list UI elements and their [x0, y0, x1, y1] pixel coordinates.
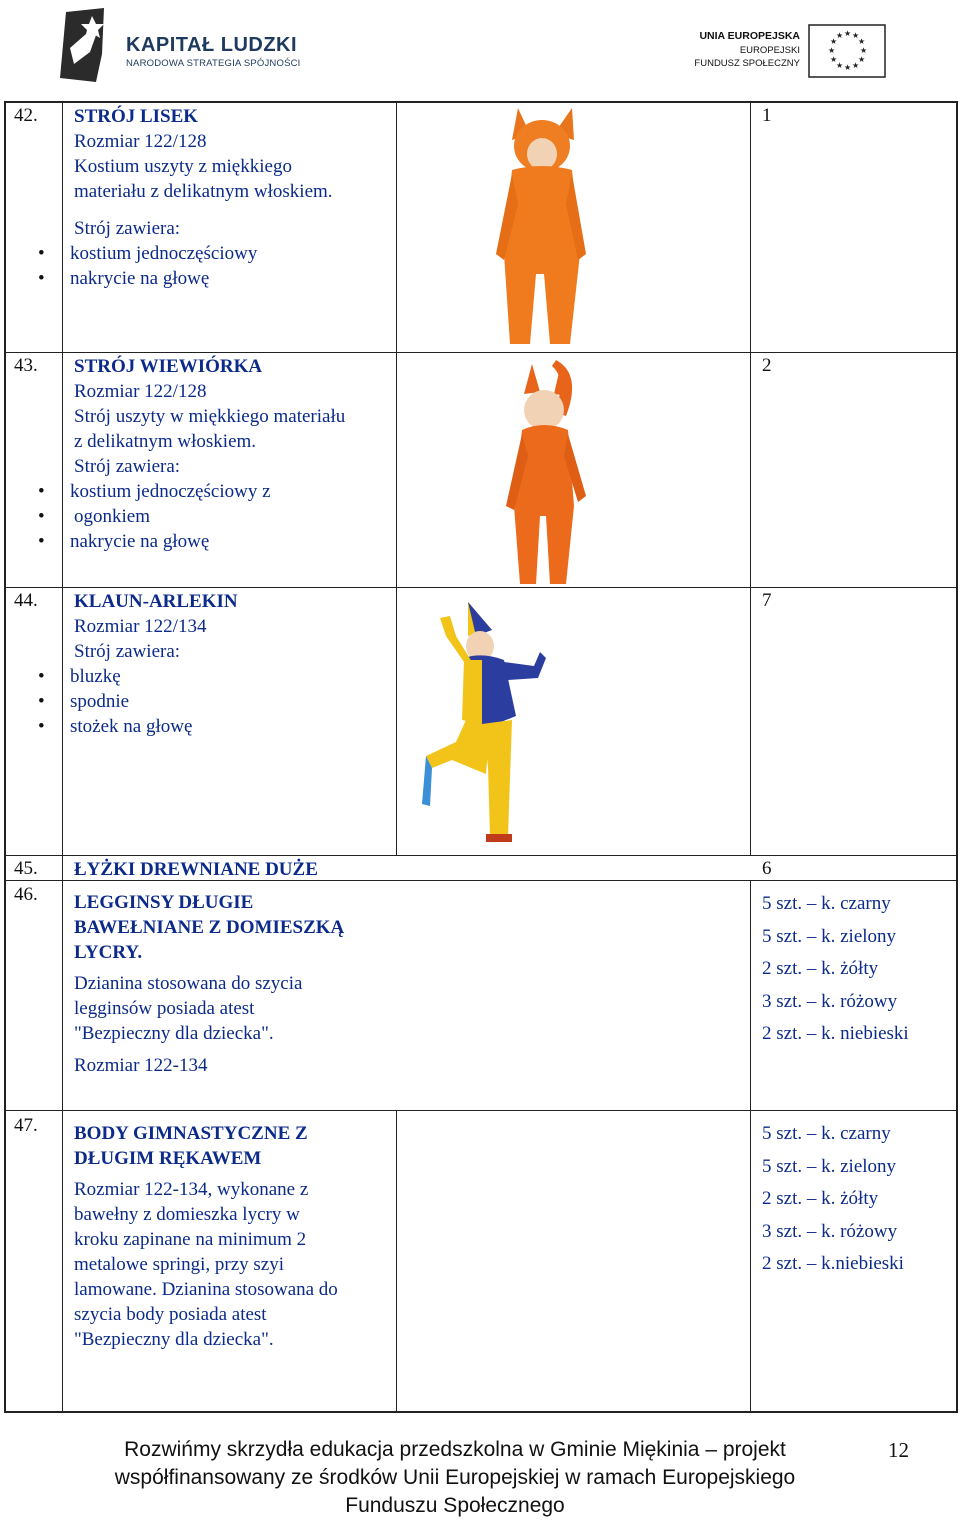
- quantity-line: 3 szt. – k. różowy: [762, 1220, 898, 1242]
- svg-text:★: ★: [836, 61, 844, 70]
- item-line: Dzianina stosowana do szycia: [74, 973, 303, 994]
- svg-text:★: ★: [830, 37, 838, 46]
- svg-text:★: ★: [852, 31, 860, 40]
- row-46-description: [74, 890, 394, 1078]
- item-line: Strój uszyty w miękkiego materiału: [74, 406, 346, 427]
- item-line: Rozmiar 122/128: [74, 131, 207, 152]
- kapital-ludzki-logo: [52, 4, 322, 86]
- svg-text:★: ★: [844, 29, 852, 38]
- quantity: 6: [762, 858, 772, 879]
- item-line: Kostium uszyty z miękkiego: [74, 156, 292, 177]
- row-43-description: [70, 354, 394, 554]
- row-number: 44.: [14, 590, 38, 611]
- list-item: • kostium jednoczęściowy z: [0, 479, 394, 504]
- item-line: szycia body posiada atest: [74, 1304, 267, 1325]
- item-title: STRÓJ WIEWIÓRKA: [74, 356, 263, 377]
- row-number: 45.: [14, 858, 38, 879]
- item-line: Rozmiar 122/128: [74, 381, 207, 402]
- svg-text:★: ★: [828, 46, 836, 55]
- page-number: 12: [888, 1438, 909, 1462]
- list-item: • bluzkę: [0, 664, 394, 689]
- item-title: ŁYŻKI DREWNIANE DUŻE: [74, 859, 318, 880]
- quantity-line: 2 szt. – k. żółty: [762, 958, 879, 979]
- row-number: 46.: [14, 884, 38, 905]
- item-title-line: BAWEŁNIANE Z DOMIESZKĄ: [74, 917, 345, 938]
- quantity: 1: [762, 105, 772, 126]
- svg-text:★: ★: [844, 63, 852, 72]
- item-title-line: DŁUGIM RĘKAWEM: [74, 1148, 262, 1169]
- item-line: "Bezpieczny dla dziecka".: [74, 1329, 274, 1350]
- row-47-description: [74, 1121, 394, 1352]
- list-item: • spodnie: [0, 689, 394, 714]
- item-line: metalowe springi, przy szyi: [74, 1254, 285, 1275]
- quantity-list: [762, 1118, 904, 1281]
- quantity-list: [762, 888, 909, 1051]
- item-line: z delikatnym włoskiem.: [74, 431, 257, 452]
- row-number: 47.: [14, 1115, 38, 1136]
- eu-logo-line2: EUROPEJSKI: [739, 45, 800, 56]
- continuation-text: ogonkiem: [74, 506, 150, 527]
- kapital-ludzki-title: KAPITAŁ LUDZKI: [126, 34, 298, 56]
- footer-line: współfinansowany ze środków Unii Europejskiej w ramach Europejskiego: [114, 1466, 796, 1489]
- quantity: 7: [762, 590, 772, 611]
- eu-logo: [682, 20, 890, 82]
- contains-label: Strój zawiera:: [74, 456, 181, 477]
- item-title-line: BODY GIMNASTYCZNE Z: [74, 1123, 308, 1144]
- item-line: kroku zapinane na minimum 2: [74, 1229, 307, 1250]
- item-title-line: LEGGINSY DŁUGIE: [74, 892, 254, 913]
- quantity-line: 2 szt. – k. niebieski: [762, 1023, 909, 1044]
- item-line: Rozmiar 122-134, wykonane z: [74, 1179, 309, 1200]
- page-footer: [40, 1436, 870, 1520]
- eu-logo-line1: UNIA EUROPEJSKA: [699, 30, 800, 42]
- quantity-line: 5 szt. – k. zielony: [762, 925, 897, 947]
- item-line: "Bezpieczny dla dziecka".: [74, 1023, 274, 1044]
- quantity-line: 5 szt. – k. czarny: [762, 893, 891, 914]
- row-number: 43.: [14, 355, 38, 376]
- svg-text:★: ★: [852, 61, 860, 70]
- svg-text:★: ★: [860, 46, 868, 55]
- list-item-continuation: [0, 504, 394, 529]
- list-item: • stożek na głowę: [0, 714, 394, 739]
- row-44-description: [70, 589, 394, 739]
- contains-label: Strój zawiera:: [74, 641, 181, 662]
- quantity-line: 5 szt. – k. zielony: [762, 1155, 897, 1177]
- quantity: 2: [762, 355, 772, 376]
- svg-text:★: ★: [836, 31, 844, 40]
- list-item: • nakrycie na głowę: [0, 266, 394, 291]
- item-line: legginsów posiada atest: [74, 998, 255, 1019]
- svg-text:★: ★: [858, 55, 866, 64]
- item-line: lamowane. Dzianina stosowana do: [74, 1279, 338, 1300]
- clown-costume-image: [416, 596, 556, 850]
- quantity-line: 5 szt. – k. czarny: [762, 1123, 891, 1144]
- item-size: Rozmiar 122-134: [74, 1055, 208, 1076]
- item-line: bawełny z domieszka lycry w: [74, 1204, 300, 1225]
- squirrel-costume-image: [496, 356, 596, 588]
- svg-text:★: ★: [830, 55, 838, 64]
- item-line: materiału z delikatnym włoskiem.: [74, 181, 333, 202]
- footer-line: Rozwińmy skrzydła edukacja przedszkolna w Gminie Miękinia – projekt: [124, 1438, 786, 1461]
- eu-logo-line3: FUNDUSZ SPOŁECZNY: [694, 58, 800, 69]
- svg-text:★: ★: [858, 37, 866, 46]
- eu-flag-icon: [808, 24, 888, 80]
- item-title: KLAUN-ARLEKIN: [74, 591, 238, 612]
- fox-costume-image: [490, 104, 590, 352]
- item-line: Rozmiar 122/134: [74, 616, 207, 637]
- quantity-line: 2 szt. – k.niebieski: [762, 1253, 904, 1274]
- item-title: STRÓJ LISEK: [74, 106, 199, 127]
- list-item: • nakrycie na głowę: [0, 529, 394, 554]
- quantity-line: 3 szt. – k. różowy: [762, 990, 898, 1012]
- contains-label: Strój zawiera:: [74, 218, 181, 239]
- list-item: • kostium jednoczęściowy: [0, 241, 394, 266]
- footer-line: Funduszu Społecznego: [345, 1494, 565, 1517]
- item-title-line: LYCRY.: [74, 942, 143, 963]
- kapital-ludzki-subtitle: NARODOWA STRATEGIA SPÓJNOŚCI: [126, 58, 301, 69]
- quantity-line: 2 szt. – k. żółty: [762, 1188, 879, 1209]
- row-42-description: [70, 104, 394, 291]
- row-number: 42.: [14, 105, 38, 126]
- kapital-ludzki-emblem-icon: [52, 4, 122, 86]
